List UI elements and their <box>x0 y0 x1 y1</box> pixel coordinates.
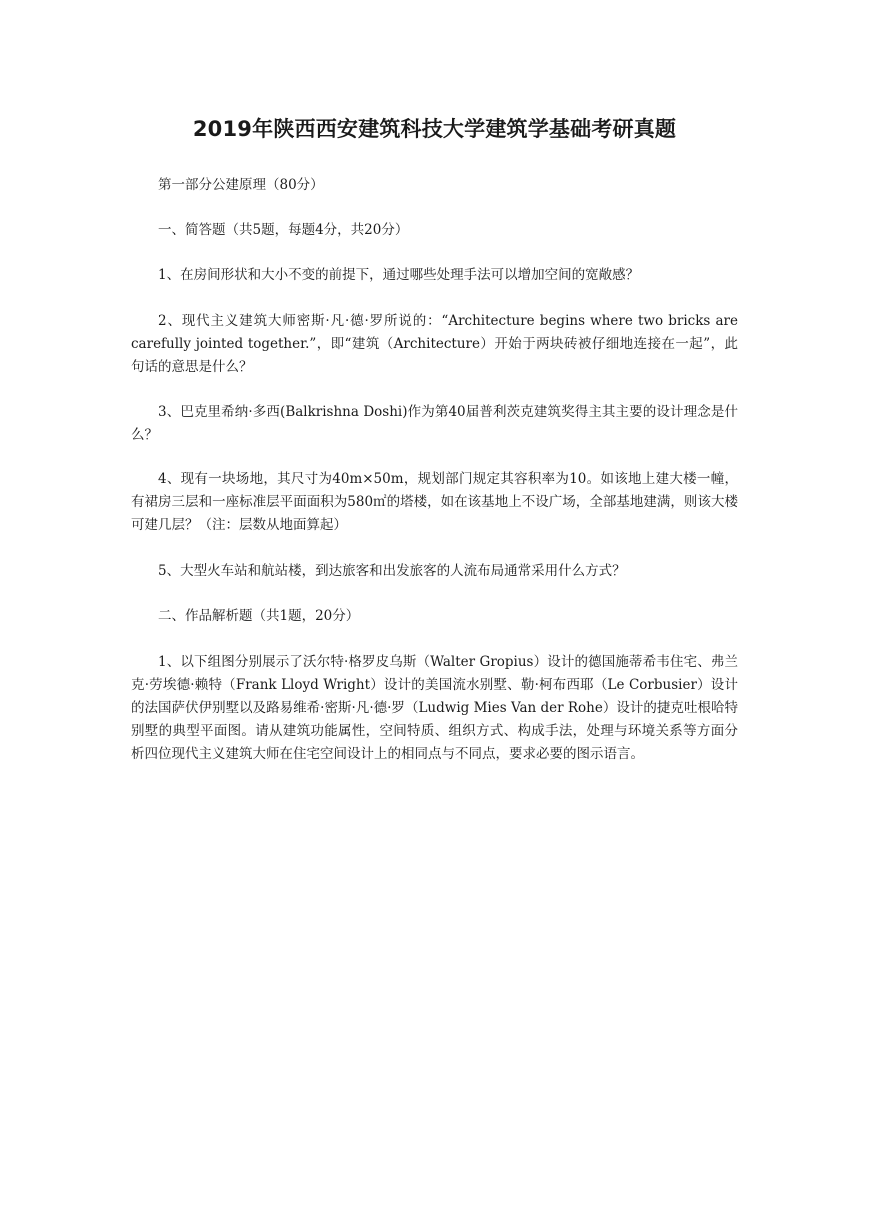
document-title: 2019年陕西西安建筑科技大学建筑学基础考研真题 <box>192 117 677 141</box>
question-1-1: 1、在房间形状和大小不变的前提下，通过哪些处理手法可以增加空间的宽敞感？ <box>158 267 640 283</box>
section1-heading: 一、简答题（共5题，每题4分，共20分） <box>158 222 409 238</box>
section2-heading: 二、作品解析题（共1题，20分） <box>158 608 360 624</box>
question-1-4: 4、现有一块场地，其尺寸为40m×50m，规划部门规定其容积率为10。如该地上建大楼一幢，有裙房三层和一座标准层平面面积为580㎡的塔楼，如在该基地上不设广场，全部基地建满，则该大楼可建几层？（注：层数从地面算起） <box>131 471 738 533</box>
part-heading: 第一部分公建原理（80分） <box>158 177 324 193</box>
question-2-1: 1、以下组图分别展示了沃尔特·格罗皮乌斯（Walter Gropius）设计的德国施蒂希韦住宅、弗兰克·劳埃德·赖特（Frank Lloyd Wright）设计的美国流水别墅、勒·柯布西耶（Le Corbusier）设计的法国萨伏伊别墅以及路易维希·密斯·凡·德·罗（Ludwig Mies Van der Rohe）设计的捷克吐根哈特别墅的典型平面图。请从建筑功能属性，空间特质、组织方式、构成手法，处理与环境关系等方面分析四位现代主义建筑大师在住宅空间设计上的相同点与不同点，要求必要的图示语言。 <box>131 654 738 762</box>
question-1-3: 3、巴克里希纳·多西(Balkrishna Doshi)作为第40届普利茨克建筑奖得主其主要的设计理念是什么？ <box>131 404 738 443</box>
question-1-2: 2、现代主义建筑大师密斯·凡·德·罗所说的：“Architecture begins where two bricks are carefully jointed together.”，即“建筑（Architecture）开始于两块砖被仔细地连接在一起”，此句话的意思是什么？ <box>131 313 738 375</box>
question-1-5: 5、大型火车站和航站楼，到达旅客和出发旅客的人流布局通常采用什么方式？ <box>158 563 626 579</box>
